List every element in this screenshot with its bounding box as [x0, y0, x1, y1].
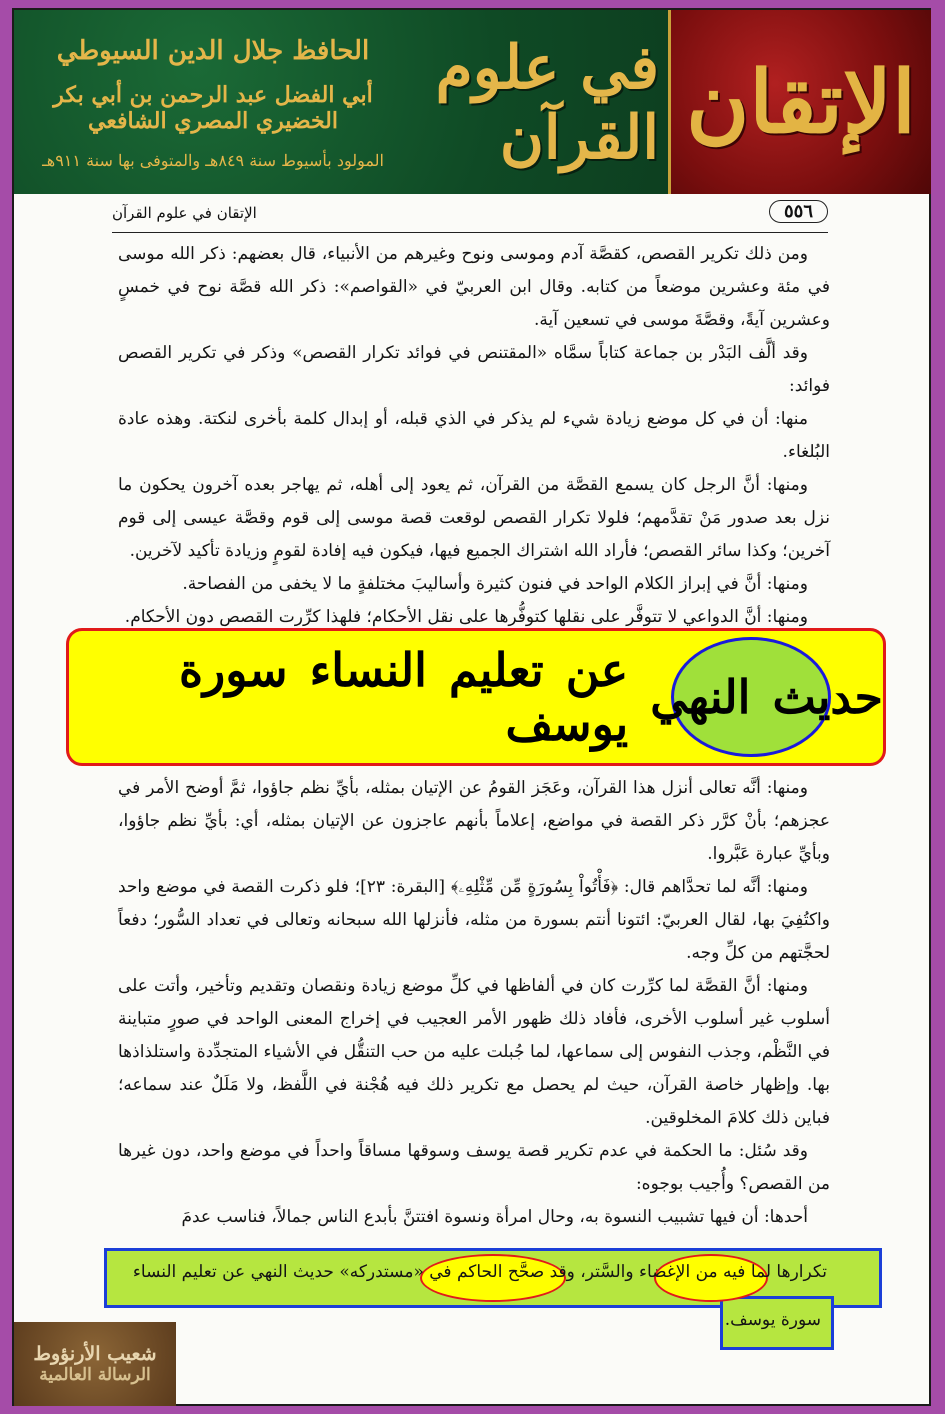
paragraph: وقد سُئل: ما الحكمة في عدم تكرير قصة يوسف وسوقها مساقاً واحداً في موضع واحد، دون غيرها من القصص؟ وأُجيب بوجوه: [118, 1141, 830, 1194]
highlight-word-2: النهي [650, 670, 751, 724]
paragraph: ومنها: أنَّه تعالى أنزل هذا القرآن، وعَجَز القومُ عن الإتيان بمثله، بأيِّ نظم جاؤوا، ثمَّ أوضح الأمر في عجزهم؛ بأنْ كرَّر ذكر القصة في مواضع، إعلاماً بأنهم عاجزون عن الإتيان بمثله، أي: بأيِّ نظم جاؤوا، وبأيِّ عبارة عَبَّروا. [118, 778, 830, 864]
body-text-top [118, 238, 830, 634]
last-line-oval-text-1: وقد صحَّح الحاكم [456, 1262, 575, 1282]
paragraph: ومن ذلك تكرير القصص، كقصَّة آدم وموسى ونوح وغيرهم من الأنبياء، قال بعضهم: ذكر الله موسى في مئة وعشرين موضعاً من كتابه. وقال ابن العربيّ في «القواصم»: ذكر الله قصَّة نوح في خمسٍ وعشرين آيةً، وقصَّةَ موسى في تسعين آية. [118, 244, 830, 330]
paragraph: أحدها: أن فيها تشبيب النسوة به، وحال امرأة ونسوة افتتنَّ بأبدع الناس جمالاً، فناسب عدمَ [181, 1207, 808, 1227]
page-number: ٥٥٦ [769, 200, 828, 223]
book-title: الإتقان [686, 51, 916, 153]
banner-title-panel [668, 10, 931, 194]
body-text-bottom [118, 772, 830, 1234]
publisher-stamp [14, 1322, 176, 1406]
paragraph: منها: أن في كل موضع زيادة شيء لم يذكر في الذي قبله، أو إبدال كلمة بأخرى لنكتة. وهذه عادة البُلغاء. [118, 409, 830, 462]
paragraph: ومنها: أنَّه لما تحدَّاهم قال: ﴿فَأْتُواْ بِسُورَةٍ مِّن مِّثْلِهِۦ﴾ [البقرة: ٢٣]؛ فلو ذكرت القصة في موضع واحد واكتُفِيَ بها، لقال العربيّ: ائتونا أنتم بسورة من مثله، فأنزلها الله سبحانه وتعالى في تعداد السُّور؛ دفعاً لحجَّتهم من كلِّ وجه. [118, 877, 830, 963]
running-header [112, 198, 828, 233]
last-line-start: تكرارها لما فيه من الإغضاء والسَّتر، [580, 1262, 827, 1282]
last-line-continuation: سورة يوسف. [724, 1310, 821, 1330]
book-banner [14, 10, 931, 194]
stamp-line-1: شعيب الأرنؤوط [33, 1343, 157, 1365]
last-line-oval-text-2: حديث النهي [250, 1262, 334, 1282]
paragraph: ومنها: أنَّ في إبراز الكلام الواحد في فنون كثيرة وأساليبَ مختلفةٍ ما لا يخفى من الفصاحة. [182, 574, 808, 594]
author-block [28, 28, 398, 178]
paragraph: وقد ألَّف البَدْر بن جماعة كتاباً سمَّاه «المقتنص في فوائد تكرار القصص» وذكر في تكرير القصص فوائد: [118, 343, 830, 396]
highlight-rest: عن تعليم النساء سورة يوسف [178, 643, 629, 751]
highlight-title-box [66, 628, 886, 766]
paragraph: ومنها: أنَّ الدواعي لا تتوفَّر على نقلها كتوفُّرها على نقل الأحكام؛ فلهذا كرِّرت القصص دون الأحكام. [124, 607, 808, 627]
running-title: الإتقان في علوم القرآن [112, 204, 257, 222]
last-line-end: عن تعليم النساء [132, 1262, 246, 1282]
book-subtitle: في علوم القرآن [435, 33, 659, 173]
paragraph: ومنها: أنَّ القصَّة لما كرِّرت كان في ألفاظها في كلِّ موضع زيادة ونقصان وتقديم وتأخير، وأتت على أسلوب غير أسلوب الأخرى، فأفاد ذلك ظهور الأمر العجيب في إخراج المعنى الواحد في صورٍ متباينة في النَّظْم، وجذب النفوس إلى سماعها، لما جُبلت عليه من حب التنقُّل في الأشياء المتجدِّدة واستلذاذها بها. وإظهار خاصة القرآن، حيث لم يحصل مع تكرير ذلك فيه هُجْنة في اللَّفظ، ولا مَلَلٌ عند سماعه؛ فباين ذلك كلامَ المخلوقين. [118, 976, 830, 1128]
highlight-word-1: حديث [772, 670, 883, 724]
last-line-mid: في «مستدركه» [339, 1262, 452, 1282]
author-dates: المولود بأسيوط سنة ٨٤٩هـ والمتوفى بها سنة ٩١١هـ [42, 150, 384, 170]
paragraph: ومنها: أنَّ الرجل كان يسمع القصَّة من القرآن، ثم يعود إلى أهله، ثم يهاجر بعده آخرون يحكون ما نزل بعد صدور مَنْ تقدَّمهم؛ فلولا تكرار القصص لوقعت قصة موسى إلى قوم وقصَّة عيسى إلى قوم آخرين؛ وكذا سائر القصص؛ فأراد الله اشتراك الجميع فيها، فيكون فيه إفادة لقومٍ وزيادة تأكيد لآخرين. [118, 475, 830, 561]
highlight-title [69, 631, 883, 763]
last-line [133, 1262, 827, 1282]
author-fullname: أبي الفضل عبد الرحمن بن أبي بكر الخضيري المصري الشافعي [53, 82, 373, 135]
author-name: الحافظ جلال الدين السيوطي [56, 36, 370, 67]
stamp-line-2: الرسالة العالمية [39, 1365, 151, 1385]
